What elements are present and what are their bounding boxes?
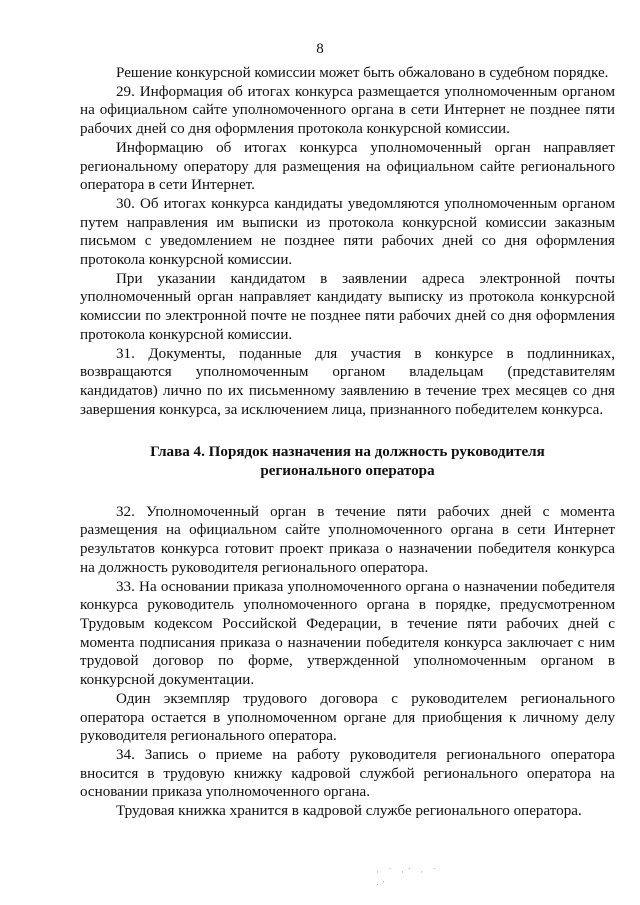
paragraph-31: 31. Документы, поданные для участия в конкурсе в подлинниках, возвращаются уполномоченным органом владельцам (представителям кандидатов) лично по их письменному заявлению в течение трех месяцев со дня завершения конкурса, за исключением лица, признанного победителем конкурса. [80,345,615,418]
section-spacer [80,419,615,443]
paragraph-30-email: При указании кандидатом в заявлении адреса электронной почты уполномоченный орган направляет кандидату выписку из протокола конкурсной комиссии по электронной почте не позднее пяти рабочих дней со дня оформления протокола конкурсной комиссии. [80,270,615,343]
paragraph-32: 32. Уполномоченный орган в течение пяти рабочих дней с момента размещения на официальном сайте уполномоченного органа в сети Интернет результатов конкурса готовит проект приказа о назначении победителя конкурса на должность руководителя регионального оператора. [80,503,615,576]
paragraph-appeal: Решение конкурсной комиссии может быть обжаловано в судебном порядке. [116,65,609,81]
page-number: 8 [316,41,324,57]
paragraph-29-info: Информацию об итогах конкурса уполномоченный орган направляет региональному оператору для размещения на официальном сайте регионального оператора в сети Интернет. [80,139,615,194]
paragraph-29: 29. Информация об итогах конкурса размещается уполномоченным органом на официальном сайте уполномоченного органа в сети Интернет не позднее пяти рабочих дней со дня оформления протокола конкурсной комиссии. [80,83,615,138]
paragraph-33: 33. На основании приказа уполномоченного органа о назначении победителя конкурса руководитель уполномоченного органа в порядке, предусмотренном Трудовым кодексом Российской Федерации, в течение пяти рабочих дней с момента подписания приказа о назначении победителя конкурса заключает с ним трудовой договор по форме, утвержденной уполномоченным органом в конкурсной документации. [80,578,615,689]
heading-spacer [80,481,615,503]
chapter-heading-line-1: Глава 4. Порядок назначения на должность руководителя [150,444,545,461]
document-body [80,64,615,821]
paragraph-30: 30. Об итогах конкурса кандидаты уведомляются уполномоченным органом путем направления им выписки из протокола конкурсной комиссии заказным письмом с уведомлением не позднее пяти рабочих дней со дня оформления протокола конкурсной комиссии. [80,195,615,269]
chapter-heading-line-2: регионального оператора [260,463,435,480]
paragraph-34: 34. Запись о приеме на работу руководителя регионального оператора вносится в трудовую книжку кадровой службой регионального оператора на основании приказа уполномоченного органа. [80,746,615,801]
paragraph-34-workbook: Трудовая книжка хранится в кадровой службе регионального оператора. [116,803,582,820]
paragraph-33-copy: Один экземпляр трудового договора с руководителем регионального оператора остается в уполномоченном органе для приобщения к личному делу руководителя регионального оператора. [80,690,615,745]
scan-speckles: · ˙ ·˙ · ˙ .· [376,868,440,888]
